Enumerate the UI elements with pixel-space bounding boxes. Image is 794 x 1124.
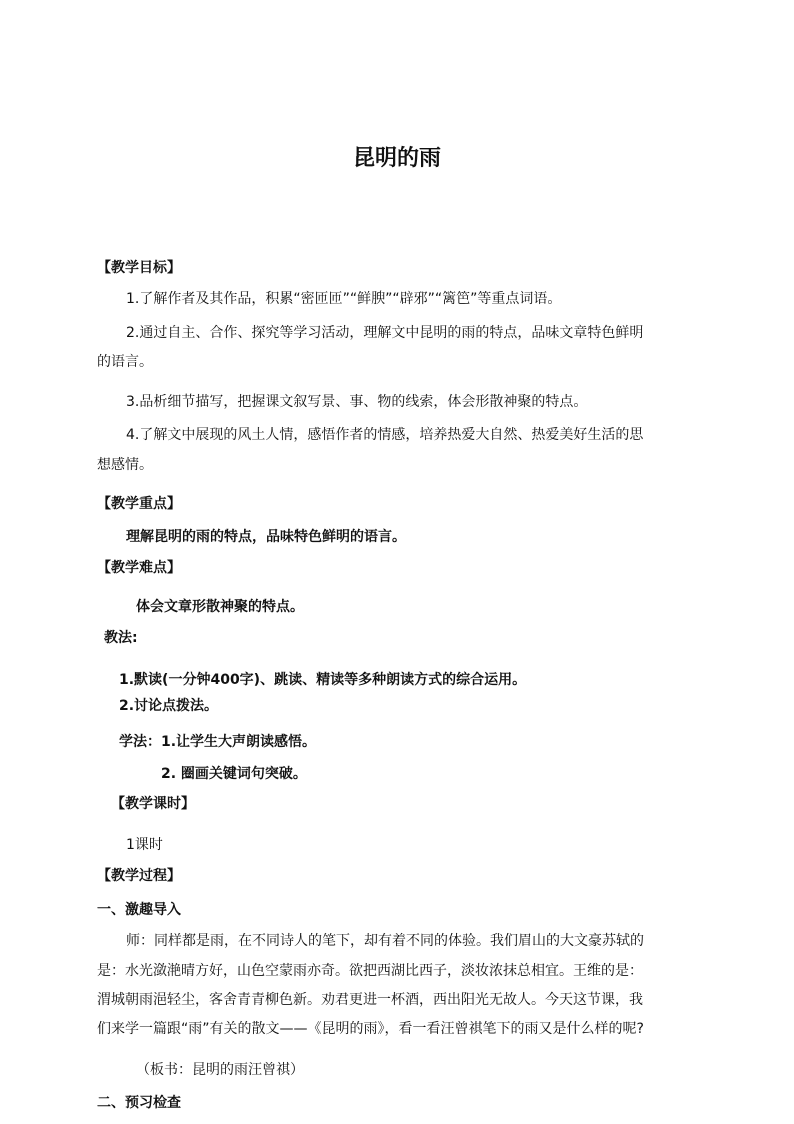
class-hours-heading: 【教学课时】 <box>111 796 195 812</box>
teaching-methods-label: 教法: <box>104 630 138 646</box>
process-part-1-line-4: 们来学一篇跟“雨”有关的散文——《昆明的雨》，看一看汪曾祺笔下的雨又是什么样的呢? <box>97 1021 644 1037</box>
process-part-1-line-1: 师：同样都是雨，在不同诗人的笔下，却有着不同的体验。我们眉山的大文豪苏轼的 <box>126 933 644 949</box>
objective-item-2-line-1: 2.通过自主、合作、探究等学习活动，理解文中昆明的雨的特点，品味文章特色鲜明 <box>126 325 644 341</box>
learning-method-item-1: 学法：1.让学生大声朗读感悟。 <box>119 734 317 750</box>
objectives-heading: 【教学目标】 <box>97 260 181 276</box>
teaching-method-item-2: 2.讨论点拨法。 <box>119 698 219 714</box>
objective-item-3: 3.品析细节描写，把握课文叙写景、事、物的线索，体会形散神聚的特点。 <box>126 394 588 410</box>
teaching-method-item-1: 1.默读(一分钟400字)、跳读、精读等多种朗读方式的综合运用。 <box>119 672 527 688</box>
difficulties-text: 体会文章形散神聚的特点。 <box>136 599 304 615</box>
key-points-heading: 【教学重点】 <box>97 496 181 512</box>
objective-item-4-line-1: 4.了解文中展现的风土人情，感悟作者的情感，培养热爱大自然、热爱美好生活的思 <box>126 427 644 443</box>
learning-method-item-2: 2. 圈画关键词句突破。 <box>161 766 307 782</box>
objective-item-2-line-2: 的语言。 <box>97 354 153 370</box>
process-part-1-line-3: 渭城朝雨浥轻尘，客舍青青柳色新。劝君更进一杯酒，西出阳光无故人。今天这节课，我 <box>97 992 643 1008</box>
board-note: （板书：昆明的雨汪曾祺） <box>136 1062 304 1078</box>
key-points-text: 理解昆明的雨的特点，品味特色鲜明的语言。 <box>126 529 406 545</box>
process-heading: 【教学过程】 <box>97 868 181 884</box>
class-hours-text: 1课时 <box>126 837 163 853</box>
process-part-2-heading: 二、预习检查 <box>97 1095 181 1111</box>
process-part-1-heading: 一、激趣导入 <box>97 902 181 918</box>
page-title: 昆明的雨 <box>352 146 441 171</box>
objective-item-4-line-2: 想感情。 <box>97 457 153 473</box>
process-part-1-line-2: 是：水光潋滟晴方好，山色空蒙雨亦奇。欲把西湖比西子，淡妆浓抹总相宜。王维的是： <box>97 963 643 979</box>
objective-item-1: 1.了解作者及其作品，积累“密匝匝”“鲜腴”“辟邪”“篱笆”等重点词语。 <box>126 291 562 307</box>
difficulties-heading: 【教学难点】 <box>97 560 181 576</box>
